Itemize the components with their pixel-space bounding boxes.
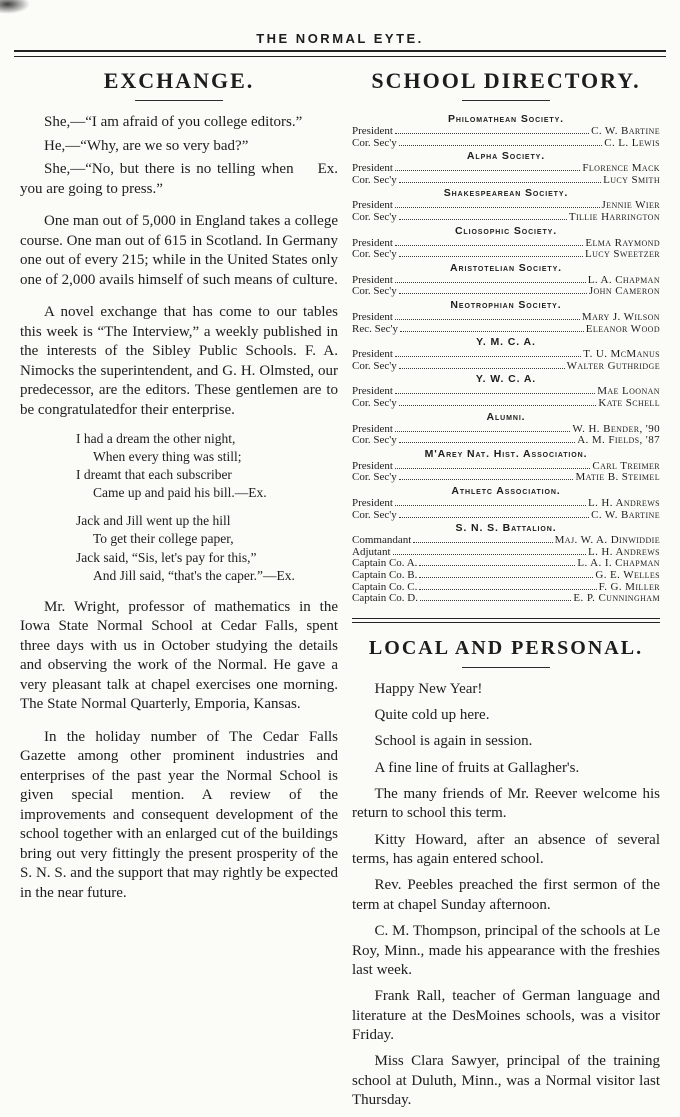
directory-entry bbox=[352, 535, 660, 547]
directory-name: G. E. Welles bbox=[595, 568, 660, 581]
directory-role: Captain Co. A. bbox=[352, 557, 418, 570]
exchange-title-rule bbox=[135, 100, 223, 101]
directory-name: L. A. I. Chapman bbox=[577, 557, 660, 570]
directory-section bbox=[352, 299, 660, 335]
directory-role: President bbox=[352, 459, 393, 472]
directory-role: President bbox=[352, 348, 393, 361]
local-item: Happy New Year! bbox=[374, 680, 483, 697]
directory-entry bbox=[352, 324, 660, 336]
directory-entry bbox=[352, 498, 660, 510]
poem-line: Jack said, “Sis, let's pay for this,” bbox=[76, 549, 257, 565]
directory-name: C. W. Bartine bbox=[591, 125, 660, 138]
directory-role: Cor. Sec'y bbox=[352, 397, 397, 409]
dialogue-text: She,—“No, but there is no telling when you are going to press.” bbox=[20, 161, 294, 197]
directory-role: Rec. Sec'y bbox=[352, 322, 398, 335]
directory-name: F. G. Miller bbox=[598, 580, 660, 593]
masthead-title: THE NORMAL EYTE. bbox=[256, 31, 424, 46]
dotted-leader bbox=[399, 479, 574, 480]
dotted-leader bbox=[399, 405, 597, 406]
directory-entry bbox=[352, 398, 660, 410]
local-item: A fine line of fruits at Gallagher's. bbox=[374, 759, 580, 776]
statistics-paragraph: One man out of 5,000 in England takes a college course. One man out of 615 in Scotland. In Germany one out of every 215; while in the United States only one of 2,000 avails himself of such means of culture. bbox=[20, 213, 338, 288]
poem-line: And Jill said, “that's the caper.”—Ex. bbox=[93, 567, 295, 583]
dotted-leader bbox=[399, 145, 603, 146]
directory-role: Commandant bbox=[352, 534, 412, 547]
dotted-leader bbox=[399, 219, 567, 220]
dotted-leader bbox=[393, 554, 587, 555]
directory-entry bbox=[352, 138, 660, 150]
directory-role: President bbox=[352, 236, 393, 249]
directory-role: Cor. Sec'y bbox=[352, 359, 397, 372]
directory-name: Mae Loonan bbox=[597, 385, 660, 398]
dotted-leader bbox=[400, 331, 584, 332]
poem-line: I had a dream the other night, bbox=[76, 431, 236, 447]
directory-name: L. H. Andrews bbox=[588, 545, 660, 558]
directory-role: Cor. Sec'y bbox=[352, 508, 397, 521]
directory-section-heading: Aristotelian Society. bbox=[450, 261, 562, 274]
poem-line: When every thing was still; bbox=[93, 449, 242, 465]
dialogue-line: He,—“Why, are we so very bad?” bbox=[44, 137, 249, 154]
directory-name: John Cameron bbox=[588, 285, 660, 298]
directory-name: Tillie Harrington bbox=[568, 211, 660, 224]
directory-section bbox=[352, 113, 660, 149]
directory-entry bbox=[352, 126, 660, 138]
dotted-leader bbox=[419, 565, 575, 566]
directory-name: Matie B. Steimel bbox=[575, 471, 660, 484]
directory-name: A. M. Fields, '87 bbox=[577, 434, 660, 447]
directory-section bbox=[352, 485, 660, 521]
directory-title-rule bbox=[462, 100, 550, 101]
directory-section-heading: Cliosophic Society. bbox=[454, 224, 558, 237]
local-item: Quite cold up here. bbox=[374, 707, 490, 724]
directory-name: Carl Treimer bbox=[592, 459, 660, 472]
poem-subscriber bbox=[76, 430, 338, 502]
directory-section bbox=[352, 336, 660, 372]
local-item: The many friends of Mr. Reever welcome his return to school this term. bbox=[352, 786, 660, 822]
dotted-leader bbox=[395, 133, 589, 134]
dotted-leader bbox=[395, 468, 590, 469]
directory-section-heading: Shakespearean Society. bbox=[443, 187, 569, 200]
directory-section bbox=[352, 262, 660, 298]
directory-section-heading: Y. M. C. A. bbox=[476, 336, 536, 349]
poem-jack-and-jill bbox=[76, 512, 338, 584]
ex-signature: Ex. bbox=[317, 161, 338, 178]
directory-name: Maj. W. A. Dinwiddie bbox=[554, 534, 660, 547]
directory-section-heading: Neotrophian Society. bbox=[450, 299, 562, 312]
directory-section bbox=[352, 522, 660, 605]
directory-section bbox=[352, 225, 660, 261]
section-divider-rule bbox=[352, 618, 660, 623]
interview-paragraph: A novel exchange that has come to our tables this week is “The Interview,” a weekly published in the interests of the Sibley Public Schools. F. A. Nimocks the superintendent, and G. H. Olmsted, our predecessor, are the editors. These gentlemen are to be congratulatedfor their enterprise. bbox=[20, 304, 338, 418]
directory-role: Cor. Sec'y bbox=[352, 248, 397, 261]
directory-role: Cor. Sec'y bbox=[352, 285, 397, 298]
directory-role: Captain Co. D. bbox=[352, 592, 418, 605]
dotted-leader bbox=[413, 542, 552, 543]
directory-role: President bbox=[352, 273, 393, 286]
directory-section-heading: Y. W. C. A. bbox=[475, 373, 537, 386]
local-item: Miss Clara Sawyer, principal of the training school at Duluth, Minn., was a Normal visitor last Thursday. bbox=[352, 1053, 660, 1108]
directory-role: President bbox=[352, 125, 393, 138]
dotted-leader bbox=[395, 505, 586, 506]
directory-role: Cor. Sec'y bbox=[352, 136, 397, 149]
directory-section-heading: Athletc Association. bbox=[451, 484, 561, 497]
dotted-leader bbox=[399, 517, 589, 518]
poem-line: Jack and Jill went up the hill bbox=[76, 513, 231, 529]
dotted-leader bbox=[395, 245, 583, 246]
directory-entry bbox=[352, 510, 660, 522]
directory-section-heading: Alumni. bbox=[486, 410, 526, 423]
directory-section-heading: Philomathean Society. bbox=[448, 113, 564, 126]
dotted-leader bbox=[419, 577, 593, 578]
directory-entry bbox=[352, 212, 660, 224]
directory-role: Cor. Sec'y bbox=[352, 471, 397, 484]
directory-section bbox=[352, 187, 660, 223]
directory-entry bbox=[352, 175, 660, 187]
directory-name: Eleanor Wood bbox=[585, 322, 660, 335]
directory-entry bbox=[352, 435, 660, 447]
local-item: School is again in session. bbox=[374, 733, 533, 750]
directory-name: Mary J. Wilson bbox=[581, 311, 660, 324]
local-title-rule bbox=[462, 667, 550, 668]
local-title: LOCAL AND PERSONAL. bbox=[368, 636, 644, 659]
directory-section bbox=[352, 373, 660, 409]
poem-line: I dreamt that each subscriber bbox=[76, 467, 232, 483]
directory-section-heading: Alpha Society. bbox=[466, 150, 546, 163]
directory-role: President bbox=[352, 162, 393, 175]
directory-section-heading: S. N. S. Battalion. bbox=[455, 522, 557, 535]
directory-entry bbox=[352, 286, 660, 298]
directory-role: President bbox=[352, 422, 393, 435]
directory-name: Walter Guthridge bbox=[566, 359, 660, 372]
poem-line: To get their college paper, bbox=[93, 531, 234, 547]
exchange-column bbox=[20, 69, 338, 1117]
directory-section-heading: M'Arey Nat. Hist. Association. bbox=[424, 447, 588, 460]
dotted-leader bbox=[419, 589, 596, 590]
masthead-rule bbox=[14, 50, 666, 57]
directory-name: Jennie Wier bbox=[601, 199, 660, 212]
directory-role: President bbox=[352, 199, 393, 212]
directory-entry bbox=[352, 249, 660, 261]
directory-name: C. L. Lewis bbox=[604, 136, 660, 149]
directory-name: Lucy Smith bbox=[603, 173, 660, 186]
page-columns bbox=[0, 57, 680, 1117]
directory-role: President bbox=[352, 311, 393, 324]
dotted-leader bbox=[395, 319, 580, 320]
directory-role: Captain Co. B. bbox=[352, 568, 418, 581]
directory-section bbox=[352, 150, 660, 186]
wright-paragraph: Mr. Wright, professor of mathematics in the Iowa State Normal School at Cedar Falls, spent three days with us in October studying the details and observing the work of the Normal. He gave a very pleasant talk at chapel exercises one morning. The State Normal Quarterly, Emporia, Kansas. bbox=[20, 598, 338, 713]
dotted-leader bbox=[399, 182, 601, 183]
dotted-leader bbox=[399, 293, 587, 294]
dotted-leader bbox=[395, 207, 600, 208]
directory-name: T. U. McManus bbox=[583, 348, 660, 361]
dotted-leader bbox=[420, 600, 571, 601]
dialogue-line: She,—“I am afraid of you college editors.” bbox=[44, 114, 303, 131]
local-item: Frank Rall, teacher of German language and literature at the DesMoines schools, was a visitor Friday. bbox=[352, 988, 660, 1043]
directory-entry bbox=[352, 472, 660, 484]
directory-name: Lucy Sweetzer bbox=[585, 248, 660, 261]
dotted-leader bbox=[395, 431, 570, 432]
local-item: Rev. Peebles preached the first sermon of the term at chapel Sunday afternoon. bbox=[352, 877, 660, 913]
directory-section bbox=[352, 448, 660, 484]
directory-title: SCHOOL DIRECTORY. bbox=[371, 68, 641, 93]
directory-name: L. A. Chapman bbox=[587, 273, 660, 286]
directory-entry bbox=[352, 361, 660, 373]
directory-name: E. P. Cunningham bbox=[573, 592, 660, 605]
directory-entry bbox=[352, 312, 660, 324]
directory-role: Adjutant bbox=[352, 545, 391, 558]
directory-role: President bbox=[352, 496, 393, 509]
directory-role: Cor. Sec'y bbox=[352, 211, 397, 224]
dotted-leader bbox=[399, 256, 583, 257]
dotted-leader bbox=[399, 368, 565, 369]
directory-column bbox=[352, 69, 660, 1117]
directory-role: President bbox=[352, 385, 393, 398]
poem-line: Came up and paid his bill.—Ex. bbox=[93, 485, 267, 501]
directory-name: Elma Raymond bbox=[585, 236, 660, 249]
directory-role: Cor. Sec'y bbox=[352, 173, 397, 186]
directory-name: W. H. Bender, '90 bbox=[572, 422, 660, 435]
directory-role: Cor. Sec'y bbox=[352, 434, 397, 447]
directory-name: Kate Schell bbox=[598, 397, 660, 409]
directory-entry bbox=[352, 570, 660, 582]
directory-name: Florence Mack bbox=[582, 162, 660, 175]
local-item: Kitty Howard, after an absence of several terms, has again entered school. bbox=[352, 831, 660, 868]
dialogue-line bbox=[20, 160, 338, 199]
dotted-leader bbox=[399, 442, 575, 443]
dotted-leader bbox=[395, 170, 580, 171]
dotted-leader bbox=[395, 393, 595, 394]
directory-name: L. H. Andrews bbox=[588, 496, 660, 509]
exchange-title: EXCHANGE. bbox=[103, 68, 255, 93]
directory-role: Captain Co. C. bbox=[352, 580, 418, 593]
dotted-leader bbox=[395, 356, 581, 357]
directory-name: C. W. Bartine bbox=[591, 508, 660, 521]
dotted-leader bbox=[395, 282, 586, 283]
directory-entry bbox=[352, 593, 660, 605]
directory-section bbox=[352, 411, 660, 447]
local-item: C. M. Thompson, principal of the schools at Le Roy, Minn., made his appearance with the freshies last week. bbox=[352, 923, 660, 978]
gazette-paragraph: In the holiday number of The Cedar Falls Gazette among other prominent industries and enterprises of the past year the Normal School is given special mention. A review of the improvements and consequent development of the school together with an enlarged cut of the buildings bring out very fittingly the present prosperity of the S. N. S. and the support that may rightly be expected in the near future. bbox=[20, 728, 338, 901]
